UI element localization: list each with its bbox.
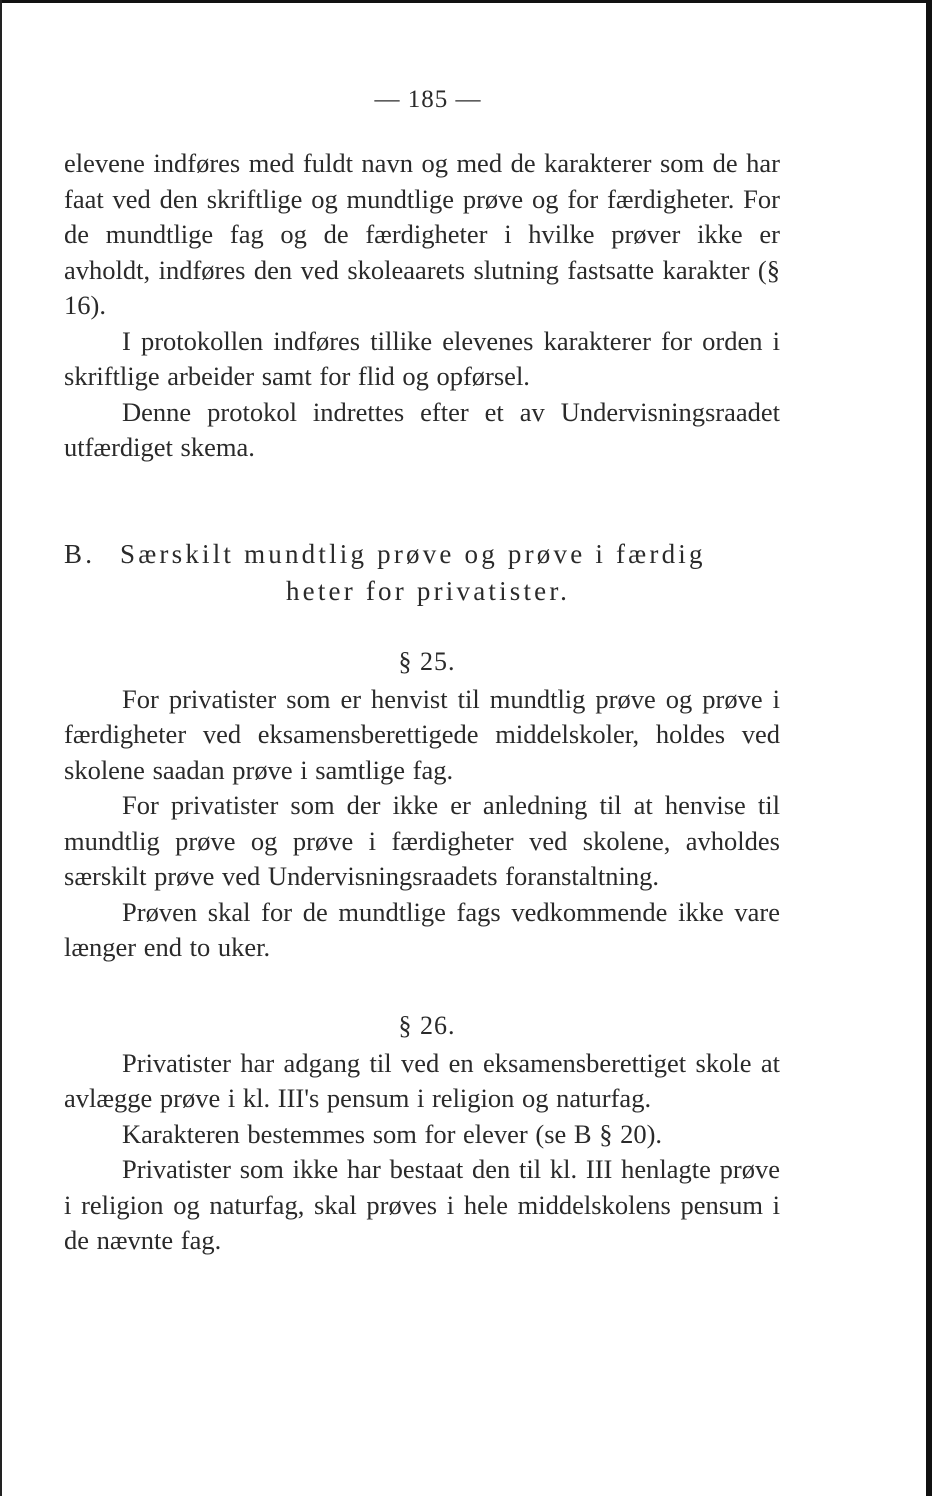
- section-b-letter: B.: [64, 538, 96, 569]
- section-26-paragraph-2: Karakteren bestemmes som for elever (se B § 20).: [122, 1118, 663, 1149]
- section-26-mark: § 26.: [398, 1010, 456, 1040]
- section-26-paragraph-3: Privatister som ikke har bestaat den til kl. III henlagte prøve i religion og naturfag, skal prøves i hele middelskolens pensum i de nævnte fag.: [64, 1154, 780, 1255]
- intro-paragraph-3: Denne protokol indrettes efter et av Undervisningsraadet utfærdiget skema.: [64, 396, 780, 462]
- scan-border-right: [926, 0, 932, 1496]
- document-page: [64, 80, 780, 1259]
- page-number: — 185 —: [374, 86, 482, 113]
- section-25-mark: § 25.: [398, 646, 456, 676]
- intro-paragraph-2: I protokollen indføres tillike elevenes karakterer for orden i skriftlige arbeider samt for flid og opførsel.: [64, 325, 780, 391]
- section-b-heading: [64, 536, 780, 573]
- scan-border-top: [0, 0, 932, 3]
- section-25-paragraph-3: Prøven skal for de mundtlige fags vedkommende ikke vare længer end to uker.: [64, 896, 780, 962]
- section-25-paragraph-2: For privatister som der ikke er anledning til at henvise til mundtlig prøve og prøve i færdigheter ved skolene, avholdes særskilt prøve ved Undervisningsraadets foranstaltning.: [64, 790, 780, 891]
- intro-paragraph-1: elevene indføres med fuldt navn og med de karakterer som de har faat ved den skriftlige og mundtlige prøve og for færdigheter. For de mundtlige fag og de færdigheter i hvilke prøver ikke er avholdt, indføres den ved skoleaarets slutning fastsatte karakter (§ 16).: [64, 148, 780, 320]
- section-b-title-line1: Særskilt mundtlig prøve og prøve i færdig: [120, 538, 706, 569]
- section-b-title-line2: heter for privatister.: [285, 575, 571, 606]
- section-26-paragraph-1: Privatister har adgang til ved en eksamensberettiget skole at avlægge prøve i kl. III's pensum i religion og naturfag.: [64, 1047, 780, 1113]
- section-25-paragraph-1: For privatister som er henvist til mundtlig prøve og prøve i færdigheter ved eksamensberettigede middelskoler, holdes ved skolene saadan prøve i samtlige fag.: [64, 683, 780, 785]
- scan-border-left: [0, 0, 2, 1496]
